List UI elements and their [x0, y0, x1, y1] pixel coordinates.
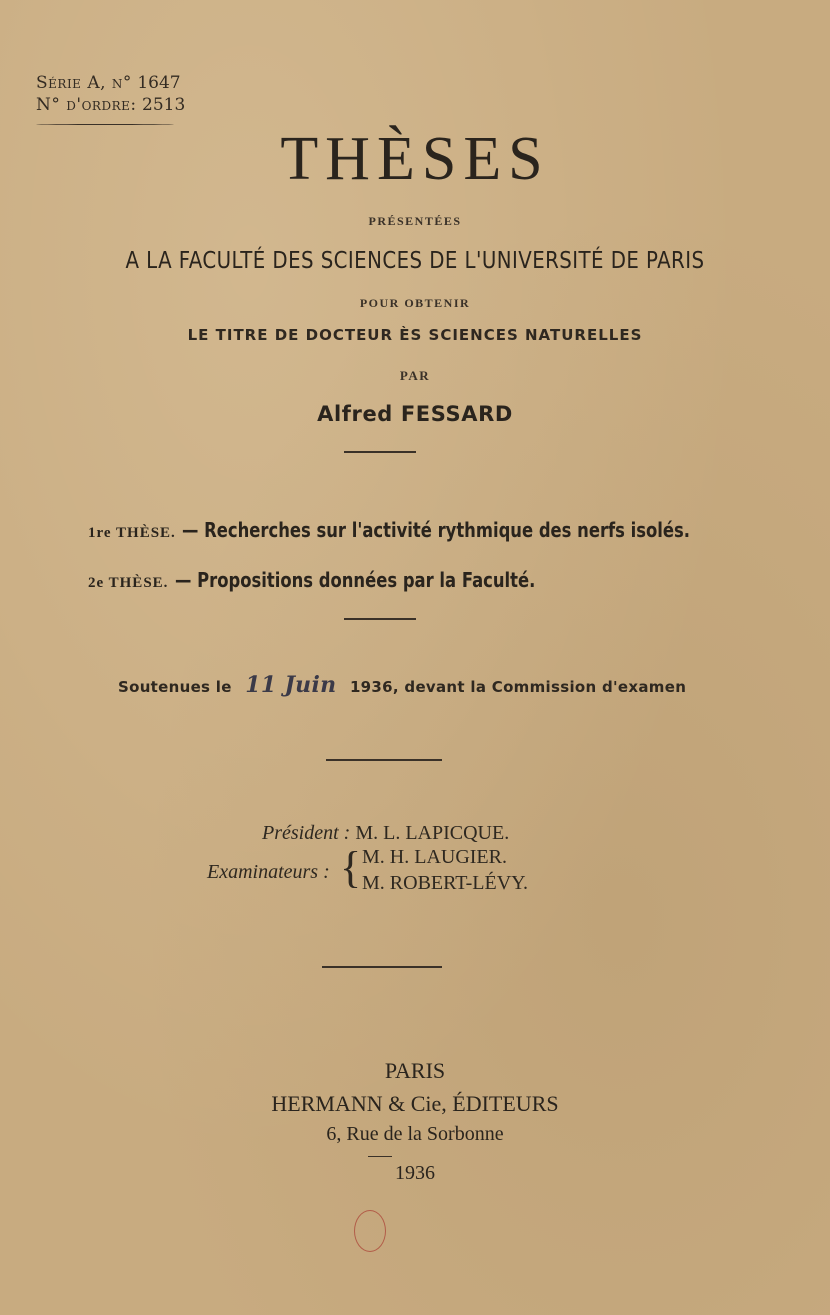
divider-rule — [322, 966, 442, 968]
author-name: Alfred FESSARD — [317, 402, 513, 426]
thesis-1-label: 1re THÈSE. — [88, 525, 176, 541]
divider-rule — [344, 451, 416, 453]
publisher-city: PARIS — [384, 1058, 446, 1083]
examiners-label: Examinateurs : — [207, 861, 330, 883]
examiner-2: M. ROBERT-LÉVY. — [362, 872, 529, 894]
defense-prefix: Soutenues le — [118, 678, 232, 696]
handwritten-date: 11 Juin — [245, 672, 337, 698]
publisher-name: HERMANN & Cie, ÉDITEURS — [271, 1091, 559, 1116]
president-row — [262, 822, 509, 845]
examiner-1: M. H. LAUGIER. — [362, 846, 507, 868]
publication-year: 1936 — [395, 1162, 435, 1184]
thesis-2 — [88, 568, 614, 592]
short-divider — [368, 1156, 392, 1157]
examiners-brace: { — [340, 843, 362, 892]
serie-prefix: Série A, n° — [36, 73, 132, 93]
divider-rule — [326, 759, 442, 761]
thesis-2-label: 2e THÈSE. — [88, 575, 169, 591]
ordre-number: 2513 — [142, 95, 186, 115]
par-line: PAR — [399, 368, 431, 383]
president-name: M. L. LAPICQUE. — [355, 822, 510, 844]
publisher-address: 6, Rue de la Sorbonne — [326, 1123, 504, 1145]
defense-suffix: 1936, devant la Commission d'examen — [349, 678, 687, 696]
pour-obtenir-line: POUR OBTENIR — [359, 296, 471, 310]
president-label: Président : — [262, 822, 351, 844]
doctor-title-line: LE TITRE DE DOCTEUR ÈS SCIENCES NATURELLES — [187, 326, 643, 344]
library-stamp — [354, 1210, 386, 1252]
faculty-line: A LA FACULTÉ DES SCIENCES DE L'UNIVERSITÉ DE PARIS — [125, 248, 705, 274]
document-title: THÈSES — [280, 125, 550, 193]
thesis-1 — [88, 518, 802, 542]
serie-number: 1647 — [137, 73, 181, 93]
defense-line — [118, 672, 686, 698]
thesis-2-text: — Propositions données par la Faculté. — [174, 568, 536, 592]
ordre-prefix: N° d'ordre: — [36, 95, 137, 115]
divider-rule — [344, 618, 416, 620]
thesis-1-text: — Recherches sur l'activité rythmique des nerfs isolés. — [182, 518, 691, 542]
presentees-line: PRÉSENTÉES — [368, 214, 462, 228]
series-reference — [36, 72, 185, 116]
